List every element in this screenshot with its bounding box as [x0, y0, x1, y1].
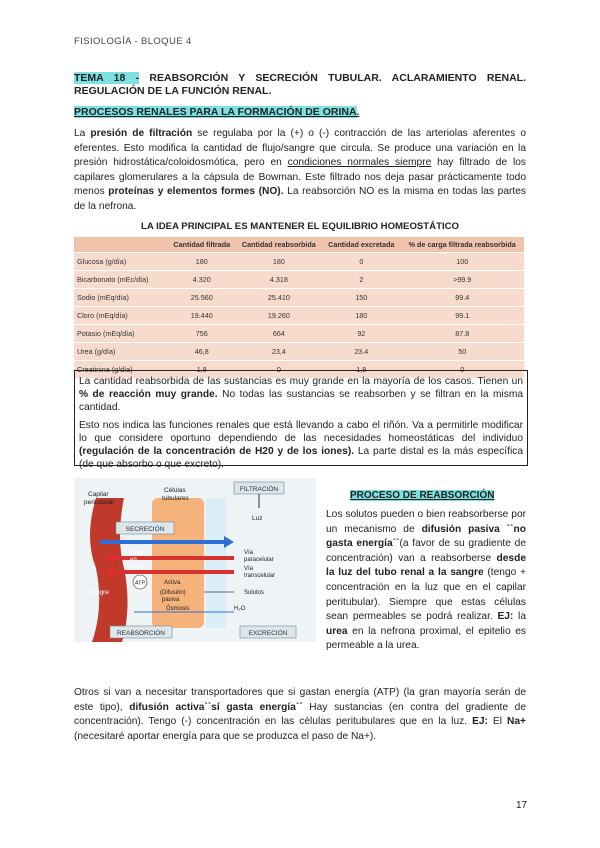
table-header: Cantidad reabsorbida: [236, 237, 323, 253]
table-row: [74, 343, 524, 361]
table-cell: 4.320: [168, 271, 236, 289]
bold-span: difusión activa``sí gasta energía´´: [129, 701, 303, 713]
secretion-label: SECRECIÓN: [125, 526, 165, 533]
table-cell: >99.9: [400, 271, 524, 289]
underlined-span: condiciones normales siempre: [287, 157, 432, 169]
section-subtitle: [74, 106, 359, 118]
table-cell: 25.410: [236, 289, 323, 307]
text-span: No todas las sustancias se reabsorben y se filtran en la misma cantidad.: [79, 389, 523, 414]
table-cell: 23.4: [322, 343, 400, 361]
bold-span: proteínas y elementos formes (NO).: [108, 186, 284, 198]
table-cell: 92: [322, 325, 400, 343]
sangre-label: Sangre: [88, 589, 109, 596]
excrecion-label: EXCRECIÓN: [248, 630, 288, 637]
page-number: 17: [516, 800, 528, 811]
bold-span: presión de filtración: [90, 128, 193, 139]
flujo-label-3: masa: [130, 564, 145, 570]
bold-span: % de reacción muy grande.: [79, 389, 218, 401]
table-cell: 0: [400, 361, 524, 379]
table-cell: 2: [322, 271, 400, 289]
text-span: Los solutos pueden o bien reabsorberse por un mecanismo de: [326, 509, 526, 535]
table-cell: Bicarbonato (mEc/día): [74, 271, 168, 289]
title-prefix: TEMA 18 -: [74, 72, 140, 84]
page-header: FISIOLOGÍA - BLOQUE 4: [74, 36, 192, 47]
subtitle-dot: .: [356, 106, 360, 118]
title-rest: REABSORCIÓN Y SECRECIÓN TUBULAR. ACLARAMIENTO RENAL. REGULACIÓN DE LA FUNCIÓN RENAL.: [74, 72, 526, 97]
bold-span: (regulación de la concentración de H20 y de los iones).: [79, 446, 355, 458]
table-cell: 180: [322, 307, 400, 325]
tubulares-label: tubulares: [162, 495, 189, 502]
tubule-lumen: [206, 498, 226, 628]
intro-paragraph: [74, 127, 526, 215]
active-transport-paragraph: [74, 686, 526, 744]
table-cell: 0: [322, 253, 400, 271]
table-cell: Creatinina (g/día): [74, 361, 168, 379]
table-row: [74, 271, 524, 289]
table-cell: 19.440: [168, 307, 236, 325]
table-header: [74, 237, 168, 253]
table-cell: 664: [236, 325, 323, 343]
summary-box: [74, 370, 528, 471]
activa-label: Activa: [164, 580, 181, 586]
table-cell: 180: [236, 253, 323, 271]
via-para-label-2: paracelular: [244, 557, 274, 563]
table-cell: Cloro (mEq/día): [74, 307, 168, 325]
flujo-label-1: Flujo: [130, 550, 144, 556]
peritubular-label: peritubular: [84, 499, 115, 506]
text-span: La parte distal es la más específica (de que absorbo o que excreto).: [79, 446, 523, 471]
text-span: Otros si van a necesitar transportadores que si gastan energía (ATP) (la gran mayoría serán de este tipo),: [74, 687, 526, 713]
table-cell: Potasio (mEq/día): [74, 325, 168, 343]
table-cell: 1,8: [322, 361, 400, 379]
flujo-label-2: en: [130, 557, 137, 563]
subtitle-text: PROCESOS RENALES PARA LA FORMACIÓN DE ORINA: [74, 106, 357, 118]
text-span: (tengo + concentración en la luz que en el capilar peritubular). Siempre que estas células sean permeables se podrá realizar.: [326, 567, 527, 623]
table-cell: 99.4: [400, 289, 524, 307]
atp-label: ATP: [134, 580, 146, 587]
text-span: Hay sustancias (en contra del gradiente de concentración). Tengo (-) concentración en las células peritubulares que en la luz.: [74, 701, 526, 728]
via-para-label-1: Vía: [244, 550, 254, 556]
table-cell: 4.318: [236, 271, 323, 289]
table-cell: 87.8: [400, 325, 524, 343]
table-header: % de carga filtrada reabsorbida: [400, 237, 524, 253]
process-title-text: PROCESO DE REABSORCIÓN: [350, 490, 495, 501]
table-header-row: [74, 237, 524, 253]
table-header: Cantidad excretada: [322, 237, 400, 253]
chapter-title: [74, 72, 526, 98]
table-cell: 46,8: [168, 343, 236, 361]
solutos-label: Solutos: [244, 590, 265, 596]
reabsorcion-label: REABSORCIÓN: [116, 630, 166, 637]
bold-span: difusión pasiva ``no gasta energía´´: [326, 523, 526, 550]
text-span: hay filtrado de los capilares glomerulares a la cápsula de Bowman. Este filtrado nos deja pasar prácticamente todo menos: [74, 157, 526, 198]
table-cell: Sodio (mEq/día): [74, 289, 168, 307]
via-trans-label-1: Vía: [244, 566, 254, 572]
difusion-label-2: pasiva: [162, 597, 180, 603]
text-span: (a favor de su gradiente de concentración) van a reabsorberse: [326, 538, 527, 564]
difusion-label-1: (Difusión): [160, 590, 186, 596]
text-span: la: [513, 611, 526, 623]
text-span: La reabsorción NO es la misma en todas las partes de la nefrona.: [74, 186, 526, 212]
table-cell: 0: [236, 361, 323, 379]
reabsorption-table: [74, 237, 524, 378]
capilar-label: Capilar: [88, 491, 109, 498]
bold-span: Na+: [507, 716, 526, 728]
text-span: La: [74, 128, 91, 139]
table-caption: LA IDEA PRINCIPAL ES MANTENER EL EQUILIBRIO HOMEOSTÁTICO: [140, 221, 460, 232]
table-cell: 100: [400, 253, 524, 271]
table-cell: 50: [400, 343, 524, 361]
text-span: se regulaba por la (+) o (-) contracción de las arteriolas aferentes o eferentes. Esto modifica la cantidad de flujo/sangre que circula. Se produce una variación en la presión hidrostática/coloidosmótica, pero en: [74, 128, 526, 169]
table-row: [74, 253, 524, 271]
process-title: [350, 490, 494, 501]
box-paragraph: [79, 419, 523, 472]
table-cell: 23,4: [236, 343, 323, 361]
reabsorption-diagram: [74, 478, 316, 642]
osmosis-label: Ósmosis: [166, 606, 190, 612]
table-row: [74, 325, 524, 343]
text-span: El: [487, 716, 508, 728]
celulas-label: Células: [164, 487, 186, 494]
table-header: Cantidad filtrada: [168, 237, 236, 253]
table-cell: 756: [168, 325, 236, 343]
table-row: [74, 289, 524, 307]
table-cell: 150: [322, 289, 400, 307]
bold-span: EJ:: [497, 611, 514, 623]
table-cell: Urea (g/día): [74, 343, 168, 361]
text-span: (necesitaré aportar energía para que se produzca el paso de Na+).: [74, 730, 377, 742]
filtration-label: FILTRACIÓN: [239, 486, 279, 493]
bold-span: urea: [326, 625, 348, 637]
bold-span: desde la luz del tubo renal a la sangre: [326, 552, 526, 579]
table-cell: 99.1: [400, 307, 524, 325]
table-cell: 25.560: [168, 289, 236, 307]
luz-label: Luz: [252, 515, 263, 522]
text-span: Esto nos indica las funciones renales que está llevando a cabo el riñón. Va a permitirle modificar lo que considere oportuno dependiendo de las necesidades homeostáticas del individuo: [79, 419, 523, 444]
reabsorption-paragraph: [326, 508, 526, 654]
box-paragraph: [79, 375, 523, 415]
table-cell: Glucosa (g/día): [74, 253, 168, 271]
bold-span: EJ:: [472, 716, 488, 728]
table-cell: 1,8: [168, 361, 236, 379]
table-cell: 19.260: [236, 307, 323, 325]
text-span: La cantidad reabsorbida de las sustancias es muy grande en la mayoría de los casos. Tienen un: [79, 376, 523, 387]
h2o-label: H₂O: [234, 606, 246, 612]
text-span: en la nefrona proximal, el epitelio es permeable a la urea.: [326, 625, 526, 652]
table-cell: 180: [168, 253, 236, 271]
table-row: [74, 307, 524, 325]
via-trans-label-2: transcelular: [244, 573, 276, 579]
